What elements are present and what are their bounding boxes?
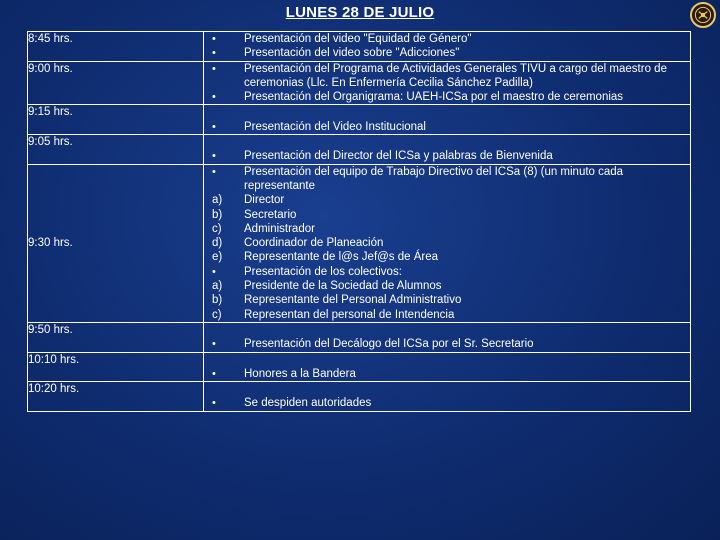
agenda-time: 9:50 hrs. (28, 322, 204, 352)
agenda-item (204, 367, 690, 381)
agenda-item-text: Presentación del Programa de Actividades Generales TIVU a cargo del maestro de ceremonias (Llc. En Enfermería Cecilia Sánchez Padilla) (244, 62, 667, 89)
page-title: LUNES 28 DE JULIO (285, 4, 435, 21)
list-letter: d) (212, 237, 223, 250)
agenda-time: 9:30 hrs. (28, 164, 204, 322)
agenda-table (27, 31, 691, 412)
bullet-icon: • (212, 62, 216, 75)
agenda-item (204, 396, 690, 410)
bullet-icon: • (212, 120, 216, 133)
agenda-time: 10:10 hrs. (28, 352, 204, 382)
list-letter: e) (212, 251, 223, 264)
agenda-row (28, 322, 691, 352)
agenda-row (28, 32, 691, 62)
agenda-item-text: Representante del Personal Administrativo (244, 294, 462, 307)
bullet-icon: • (212, 47, 216, 60)
agenda-time: 9:05 hrs. (28, 135, 204, 165)
bullet-icon: • (212, 165, 216, 178)
agenda-item-text: Honores a la Bandera (244, 367, 356, 380)
agenda-item (204, 149, 690, 163)
bullet-icon: • (212, 91, 216, 104)
agenda-item-text: Representante de l@s Jef@s de Área (244, 251, 439, 264)
agenda-item-text: Se despiden autoridades (244, 397, 372, 410)
agenda-row (28, 382, 691, 412)
bullet-icon: • (212, 338, 216, 351)
agenda-item-text: Presentación del video "Equidad de Género" (244, 33, 472, 45)
list-letter: b) (212, 208, 223, 221)
bullet-icon: • (212, 265, 216, 278)
agenda-item (204, 32, 690, 46)
list-letter: b) (212, 294, 223, 307)
institution-logo-icon (690, 2, 716, 28)
list-letter: a) (212, 194, 223, 207)
agenda-item-text: Presentación de los colectivos: (244, 265, 402, 278)
agenda-item-text: Representan del personal de Intendencia (244, 308, 455, 321)
agenda-item-text: Coordinador de Planeación (244, 237, 384, 250)
agenda-item (204, 193, 690, 207)
agenda-row (28, 105, 691, 135)
agenda-content (204, 32, 691, 62)
agenda-item (204, 265, 690, 279)
agenda-item (204, 62, 690, 91)
agenda-item-text: Director (244, 194, 285, 207)
bullet-icon: • (212, 397, 216, 410)
agenda-item (204, 293, 690, 307)
agenda-time: 9:15 hrs. (28, 105, 204, 135)
agenda-time: 9:00 hrs. (28, 61, 204, 105)
agenda-content (204, 105, 691, 135)
agenda-item-text: Secretario (244, 208, 297, 221)
agenda-item (204, 308, 690, 322)
agenda-item (204, 120, 690, 134)
agenda-item (204, 236, 690, 250)
agenda-item (204, 222, 690, 236)
agenda-time: 10:20 hrs. (28, 382, 204, 412)
agenda-item (204, 279, 690, 293)
agenda-item-text: Presentación del Decálogo del ICSa por el Sr. Secretario (244, 338, 534, 351)
agenda-item-text: Presentación del equipo de Trabajo Directivo del ICSa (8) (un minuto cada representante (244, 165, 624, 192)
list-letter: a) (212, 280, 223, 293)
agenda-item (204, 165, 690, 194)
agenda-item (204, 90, 690, 104)
agenda-row (28, 352, 691, 382)
agenda-row (28, 61, 691, 105)
agenda-time: 8:45 hrs. (28, 32, 204, 62)
agenda-item (204, 208, 690, 222)
list-letter: c) (212, 308, 222, 321)
agenda-content (204, 164, 691, 322)
agenda-item-text: Presentación del Organigrama: UAEH-ICSa por el maestro de ceremonias (244, 91, 624, 104)
agenda-content (204, 352, 691, 382)
bullet-icon: • (212, 367, 216, 380)
agenda-item-text: Presidente de la Sociedad de Alumnos (244, 280, 442, 293)
agenda-row (28, 164, 691, 322)
agenda-item-text: Presentación del video sobre "Adicciones" (244, 47, 460, 60)
agenda-item (204, 46, 690, 60)
agenda-row (28, 135, 691, 165)
bullet-icon: • (212, 150, 216, 163)
agenda-item (204, 250, 690, 264)
agenda-content (204, 322, 691, 352)
agenda-content (204, 61, 691, 105)
agenda-item (204, 337, 690, 351)
agenda-content (204, 382, 691, 412)
list-letter: c) (212, 222, 222, 235)
agenda-item-text: Presentación del Video Institucional (244, 120, 426, 133)
agenda-content (204, 135, 691, 165)
agenda-item-text: Presentación del Director del ICSa y palabras de Bienvenida (244, 150, 553, 163)
agenda-item-text: Administrador (244, 222, 315, 235)
bullet-icon: • (212, 33, 216, 45)
